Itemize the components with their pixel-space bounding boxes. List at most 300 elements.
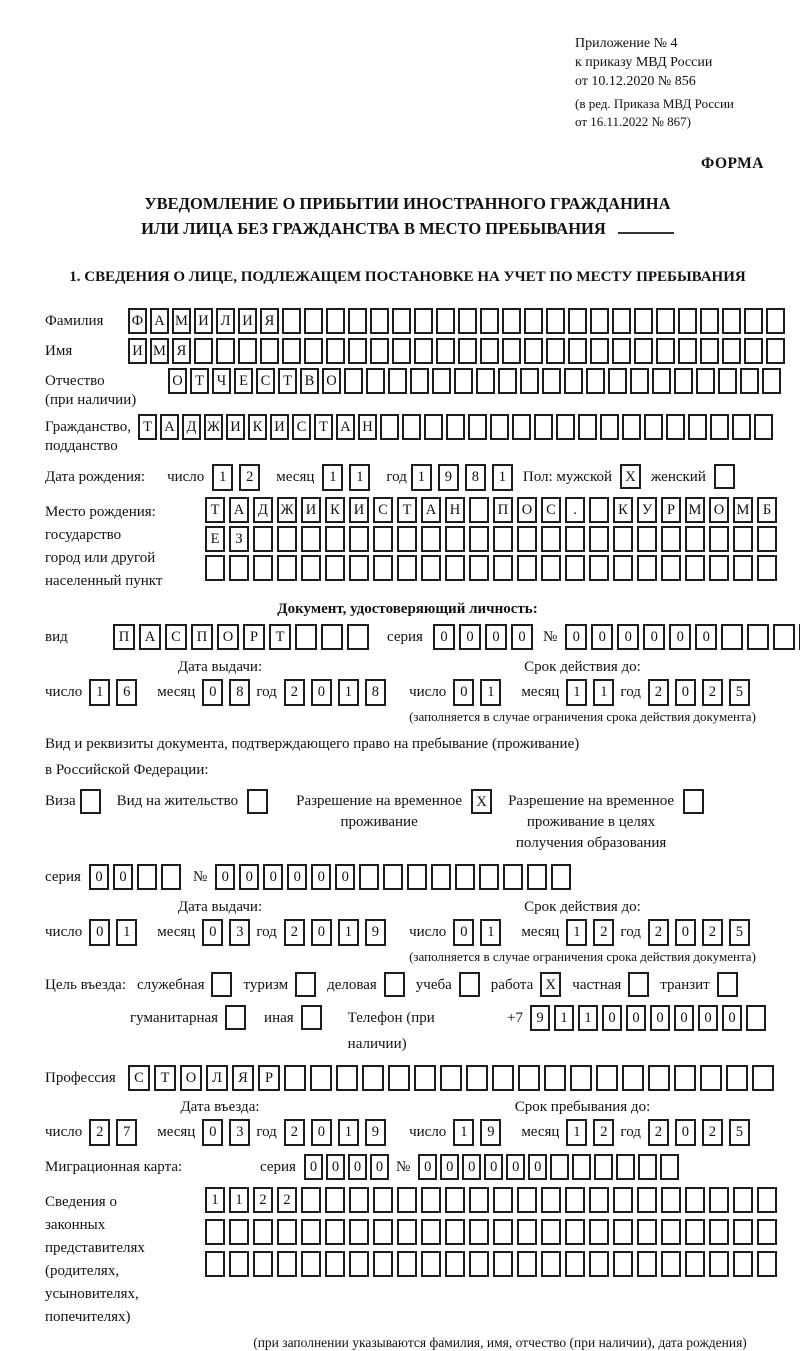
- char-cell[interactable]: 0: [617, 624, 639, 650]
- char-cell[interactable]: [733, 1219, 753, 1245]
- char-cell[interactable]: 5: [729, 679, 750, 706]
- char-cell[interactable]: 1: [566, 1119, 587, 1146]
- char-cell[interactable]: 8: [365, 679, 386, 706]
- char-cell[interactable]: 2: [702, 679, 723, 706]
- char-cell[interactable]: [608, 368, 627, 394]
- char-cell[interactable]: [700, 338, 719, 364]
- char-cell[interactable]: М: [685, 497, 705, 523]
- char-cell[interactable]: [527, 864, 547, 890]
- char-cell[interactable]: 1: [229, 1187, 249, 1213]
- char-cell[interactable]: [469, 1187, 489, 1213]
- char-cell[interactable]: 0: [453, 679, 474, 706]
- char-cell[interactable]: [546, 338, 565, 364]
- char-cell[interactable]: [568, 338, 587, 364]
- char-cell[interactable]: [310, 1065, 332, 1091]
- char-cell[interactable]: 2: [253, 1187, 273, 1213]
- char-cell[interactable]: [383, 864, 403, 890]
- char-cell[interactable]: [325, 1187, 345, 1213]
- char-cell[interactable]: 2: [593, 1119, 614, 1146]
- char-cell[interactable]: [476, 368, 495, 394]
- char-cell[interactable]: 0: [528, 1154, 547, 1180]
- char-cell[interactable]: [517, 1219, 537, 1245]
- char-cell[interactable]: [564, 368, 583, 394]
- char-cell[interactable]: [469, 497, 489, 523]
- char-cell[interactable]: [304, 308, 323, 334]
- char-cell[interactable]: [722, 308, 741, 334]
- char-cell[interactable]: 0: [591, 624, 613, 650]
- char-cell[interactable]: 1: [554, 1005, 574, 1031]
- char-cell[interactable]: 1: [593, 679, 614, 706]
- char-cell[interactable]: [661, 1187, 681, 1213]
- checkbox-cell[interactable]: [384, 972, 405, 997]
- char-cell[interactable]: С: [292, 414, 311, 440]
- char-cell[interactable]: [445, 1251, 465, 1277]
- char-cell[interactable]: [518, 1065, 540, 1091]
- char-cell[interactable]: [766, 308, 785, 334]
- char-cell[interactable]: [634, 338, 653, 364]
- char-cell[interactable]: [325, 1219, 345, 1245]
- char-cell[interactable]: С: [165, 624, 187, 650]
- char-cell[interactable]: [550, 1154, 569, 1180]
- char-cell[interactable]: 0: [674, 1005, 694, 1031]
- char-cell[interactable]: [726, 1065, 748, 1091]
- char-cell[interactable]: [445, 555, 465, 581]
- char-cell[interactable]: 0: [348, 1154, 367, 1180]
- char-cell[interactable]: Т: [205, 497, 225, 523]
- char-cell[interactable]: [616, 1154, 635, 1180]
- char-cell[interactable]: [205, 1219, 225, 1245]
- char-cell[interactable]: [766, 338, 785, 364]
- char-cell[interactable]: М: [150, 338, 169, 364]
- char-cell[interactable]: [414, 1065, 436, 1091]
- char-cell[interactable]: [524, 338, 543, 364]
- char-cell[interactable]: [349, 526, 369, 552]
- char-cell[interactable]: [544, 1065, 566, 1091]
- char-cell[interactable]: [466, 1065, 488, 1091]
- char-cell[interactable]: 1: [578, 1005, 598, 1031]
- char-cell[interactable]: [688, 414, 707, 440]
- char-cell[interactable]: [652, 368, 671, 394]
- char-cell[interactable]: Т: [314, 414, 333, 440]
- char-cell[interactable]: [326, 308, 345, 334]
- checkbox-cell[interactable]: X: [540, 972, 561, 997]
- char-cell[interactable]: [407, 864, 427, 890]
- char-cell[interactable]: С: [373, 497, 393, 523]
- char-cell[interactable]: 0: [485, 624, 507, 650]
- char-cell[interactable]: [600, 414, 619, 440]
- char-cell[interactable]: 0: [202, 1119, 223, 1146]
- char-cell[interactable]: З: [229, 526, 249, 552]
- char-cell[interactable]: [613, 1251, 633, 1277]
- char-cell[interactable]: 2: [284, 679, 305, 706]
- char-cell[interactable]: [362, 1065, 384, 1091]
- char-cell[interactable]: 1: [349, 464, 370, 491]
- char-cell[interactable]: 9: [438, 464, 459, 491]
- char-cell[interactable]: [229, 555, 249, 581]
- char-cell[interactable]: 3: [229, 1119, 250, 1146]
- char-cell[interactable]: [469, 526, 489, 552]
- checkbox-cell[interactable]: [301, 1005, 322, 1030]
- char-cell[interactable]: [644, 414, 663, 440]
- char-cell[interactable]: [721, 624, 743, 650]
- char-cell[interactable]: 0: [459, 624, 481, 650]
- char-cell[interactable]: [260, 338, 279, 364]
- char-cell[interactable]: 6: [116, 679, 137, 706]
- char-cell[interactable]: 0: [722, 1005, 742, 1031]
- char-cell[interactable]: [301, 1187, 321, 1213]
- char-cell[interactable]: [421, 526, 441, 552]
- char-cell[interactable]: К: [325, 497, 345, 523]
- char-cell[interactable]: 0: [453, 919, 474, 946]
- char-cell[interactable]: [612, 338, 631, 364]
- char-cell[interactable]: 2: [702, 1119, 723, 1146]
- char-cell[interactable]: [397, 555, 417, 581]
- char-cell[interactable]: [392, 308, 411, 334]
- char-cell[interactable]: [596, 1065, 618, 1091]
- char-cell[interactable]: [709, 1187, 729, 1213]
- char-cell[interactable]: [757, 526, 777, 552]
- char-cell[interactable]: [253, 555, 273, 581]
- char-cell[interactable]: [455, 864, 475, 890]
- char-cell[interactable]: [502, 338, 521, 364]
- char-cell[interactable]: [366, 368, 385, 394]
- char-cell[interactable]: [589, 1219, 609, 1245]
- char-cell[interactable]: [565, 1187, 585, 1213]
- char-cell[interactable]: [458, 308, 477, 334]
- char-cell[interactable]: [359, 864, 379, 890]
- char-cell[interactable]: [733, 1251, 753, 1277]
- char-cell[interactable]: .: [565, 497, 585, 523]
- char-cell[interactable]: [568, 308, 587, 334]
- char-cell[interactable]: 1: [338, 1119, 359, 1146]
- char-cell[interactable]: [572, 1154, 591, 1180]
- char-cell[interactable]: [709, 526, 729, 552]
- char-cell[interactable]: [493, 1219, 513, 1245]
- char-cell[interactable]: [637, 1187, 657, 1213]
- char-cell[interactable]: [373, 1219, 393, 1245]
- char-cell[interactable]: [622, 414, 641, 440]
- char-cell[interactable]: [349, 1219, 369, 1245]
- char-cell[interactable]: 1: [453, 1119, 474, 1146]
- char-cell[interactable]: 0: [89, 919, 110, 946]
- char-cell[interactable]: [373, 526, 393, 552]
- char-cell[interactable]: Я: [232, 1065, 254, 1091]
- checkbox-cell[interactable]: [211, 972, 232, 997]
- char-cell[interactable]: 2: [593, 919, 614, 946]
- char-cell[interactable]: 9: [530, 1005, 550, 1031]
- char-cell[interactable]: П: [493, 497, 513, 523]
- char-cell[interactable]: И: [301, 497, 321, 523]
- char-cell[interactable]: [637, 1251, 657, 1277]
- char-cell[interactable]: [325, 526, 345, 552]
- char-cell[interactable]: 0: [335, 864, 355, 890]
- char-cell[interactable]: Т: [138, 414, 157, 440]
- char-cell[interactable]: 1: [338, 679, 359, 706]
- char-cell[interactable]: 0: [89, 864, 109, 890]
- char-cell[interactable]: О: [217, 624, 239, 650]
- char-cell[interactable]: [414, 338, 433, 364]
- char-cell[interactable]: [392, 338, 411, 364]
- char-cell[interactable]: [421, 555, 441, 581]
- char-cell[interactable]: 1: [338, 919, 359, 946]
- char-cell[interactable]: [397, 1219, 417, 1245]
- char-cell[interactable]: [348, 338, 367, 364]
- char-cell[interactable]: [551, 864, 571, 890]
- char-cell[interactable]: 2: [702, 919, 723, 946]
- char-cell[interactable]: 0: [263, 864, 283, 890]
- char-cell[interactable]: [397, 526, 417, 552]
- char-cell[interactable]: Т: [397, 497, 417, 523]
- char-cell[interactable]: [325, 1251, 345, 1277]
- char-cell[interactable]: Д: [182, 414, 201, 440]
- char-cell[interactable]: [661, 1219, 681, 1245]
- char-cell[interactable]: [762, 368, 781, 394]
- char-cell[interactable]: 0: [675, 919, 696, 946]
- char-cell[interactable]: [431, 864, 451, 890]
- char-cell[interactable]: [590, 338, 609, 364]
- char-cell[interactable]: Ф: [128, 308, 147, 334]
- char-cell[interactable]: 2: [89, 1119, 110, 1146]
- char-cell[interactable]: И: [270, 414, 289, 440]
- char-cell[interactable]: [746, 1005, 766, 1031]
- checkbox-cell[interactable]: [80, 789, 101, 814]
- char-cell[interactable]: [397, 1251, 417, 1277]
- char-cell[interactable]: [541, 1187, 561, 1213]
- char-cell[interactable]: А: [139, 624, 161, 650]
- char-cell[interactable]: [678, 338, 697, 364]
- char-cell[interactable]: [295, 624, 317, 650]
- char-cell[interactable]: [685, 1219, 705, 1245]
- char-cell[interactable]: Н: [358, 414, 377, 440]
- char-cell[interactable]: 2: [648, 679, 669, 706]
- char-cell[interactable]: [421, 1251, 441, 1277]
- char-cell[interactable]: [432, 368, 451, 394]
- char-cell[interactable]: [517, 555, 537, 581]
- char-cell[interactable]: А: [336, 414, 355, 440]
- char-cell[interactable]: [634, 308, 653, 334]
- char-cell[interactable]: [637, 555, 657, 581]
- char-cell[interactable]: 0: [506, 1154, 525, 1180]
- char-cell[interactable]: 0: [311, 1119, 332, 1146]
- char-cell[interactable]: [757, 1251, 777, 1277]
- char-cell[interactable]: [277, 1251, 297, 1277]
- char-cell[interactable]: 0: [698, 1005, 718, 1031]
- char-cell[interactable]: [445, 526, 465, 552]
- char-cell[interactable]: [253, 1251, 273, 1277]
- char-cell[interactable]: 8: [229, 679, 250, 706]
- char-cell[interactable]: 2: [284, 1119, 305, 1146]
- char-cell[interactable]: Я: [172, 338, 191, 364]
- char-cell[interactable]: 1: [480, 919, 501, 946]
- char-cell[interactable]: Л: [216, 308, 235, 334]
- char-cell[interactable]: 0: [675, 679, 696, 706]
- checkbox-cell[interactable]: X: [471, 789, 492, 814]
- char-cell[interactable]: [421, 1219, 441, 1245]
- char-cell[interactable]: С: [541, 497, 561, 523]
- char-cell[interactable]: 1: [411, 464, 432, 491]
- char-cell[interactable]: Е: [234, 368, 253, 394]
- char-cell[interactable]: [709, 555, 729, 581]
- char-cell[interactable]: [678, 308, 697, 334]
- char-cell[interactable]: [446, 414, 465, 440]
- char-cell[interactable]: [493, 1187, 513, 1213]
- char-cell[interactable]: 2: [277, 1187, 297, 1213]
- char-cell[interactable]: [613, 526, 633, 552]
- char-cell[interactable]: С: [128, 1065, 150, 1091]
- char-cell[interactable]: [348, 308, 367, 334]
- char-cell[interactable]: 0: [695, 624, 717, 650]
- char-cell[interactable]: М: [733, 497, 753, 523]
- char-cell[interactable]: [752, 1065, 774, 1091]
- checkbox-cell[interactable]: [295, 972, 316, 997]
- char-cell[interactable]: [238, 338, 257, 364]
- char-cell[interactable]: [589, 497, 609, 523]
- char-cell[interactable]: [541, 555, 561, 581]
- char-cell[interactable]: [469, 555, 489, 581]
- char-cell[interactable]: [282, 308, 301, 334]
- char-cell[interactable]: О: [322, 368, 341, 394]
- char-cell[interactable]: [480, 308, 499, 334]
- char-cell[interactable]: [277, 1219, 297, 1245]
- char-cell[interactable]: 9: [365, 1119, 386, 1146]
- char-cell[interactable]: 0: [311, 864, 331, 890]
- char-cell[interactable]: 0: [202, 679, 223, 706]
- char-cell[interactable]: О: [517, 497, 537, 523]
- char-cell[interactable]: 1: [566, 919, 587, 946]
- char-cell[interactable]: 0: [650, 1005, 670, 1031]
- char-cell[interactable]: [194, 338, 213, 364]
- char-cell[interactable]: [490, 414, 509, 440]
- char-cell[interactable]: 0: [304, 1154, 323, 1180]
- char-cell[interactable]: 2: [648, 1119, 669, 1146]
- char-cell[interactable]: 0: [239, 864, 259, 890]
- char-cell[interactable]: [696, 368, 715, 394]
- char-cell[interactable]: 0: [511, 624, 533, 650]
- char-cell[interactable]: [517, 1251, 537, 1277]
- checkbox-cell[interactable]: [628, 972, 649, 997]
- char-cell[interactable]: [757, 1187, 777, 1213]
- char-cell[interactable]: И: [194, 308, 213, 334]
- checkbox-cell[interactable]: [717, 972, 738, 997]
- char-cell[interactable]: К: [613, 497, 633, 523]
- char-cell[interactable]: [565, 1219, 585, 1245]
- char-cell[interactable]: А: [150, 308, 169, 334]
- char-cell[interactable]: 0: [326, 1154, 345, 1180]
- char-cell[interactable]: И: [238, 308, 257, 334]
- char-cell[interactable]: И: [226, 414, 245, 440]
- checkbox-cell[interactable]: [459, 972, 480, 997]
- char-cell[interactable]: [326, 338, 345, 364]
- char-cell[interactable]: [747, 624, 769, 650]
- char-cell[interactable]: [277, 555, 297, 581]
- char-cell[interactable]: Р: [258, 1065, 280, 1091]
- char-cell[interactable]: [517, 526, 537, 552]
- char-cell[interactable]: [722, 338, 741, 364]
- char-cell[interactable]: 2: [648, 919, 669, 946]
- char-cell[interactable]: 0: [311, 919, 332, 946]
- char-cell[interactable]: [656, 308, 675, 334]
- char-cell[interactable]: [469, 1251, 489, 1277]
- char-cell[interactable]: 1: [212, 464, 233, 491]
- char-cell[interactable]: [325, 555, 345, 581]
- char-cell[interactable]: Ж: [204, 414, 223, 440]
- char-cell[interactable]: [161, 864, 181, 890]
- char-cell[interactable]: [773, 624, 795, 650]
- checkbox-cell[interactable]: [247, 789, 268, 814]
- char-cell[interactable]: 1: [89, 679, 110, 706]
- char-cell[interactable]: [388, 1065, 410, 1091]
- char-cell[interactable]: 0: [311, 679, 332, 706]
- char-cell[interactable]: 0: [433, 624, 455, 650]
- char-cell[interactable]: [304, 338, 323, 364]
- char-cell[interactable]: 9: [480, 1119, 501, 1146]
- char-cell[interactable]: [282, 338, 301, 364]
- char-cell[interactable]: [402, 414, 421, 440]
- char-cell[interactable]: [301, 1251, 321, 1277]
- char-cell[interactable]: Т: [278, 368, 297, 394]
- char-cell[interactable]: [565, 1251, 585, 1277]
- char-cell[interactable]: [373, 1187, 393, 1213]
- char-cell[interactable]: 0: [202, 919, 223, 946]
- char-cell[interactable]: [205, 555, 225, 581]
- char-cell[interactable]: [685, 1187, 705, 1213]
- char-cell[interactable]: 0: [675, 1119, 696, 1146]
- char-cell[interactable]: 0: [565, 624, 587, 650]
- char-cell[interactable]: [493, 526, 513, 552]
- char-cell[interactable]: [349, 1251, 369, 1277]
- char-cell[interactable]: [373, 555, 393, 581]
- char-cell[interactable]: [700, 308, 719, 334]
- char-cell[interactable]: Ж: [277, 497, 297, 523]
- char-cell[interactable]: [301, 1219, 321, 1245]
- char-cell[interactable]: [541, 1219, 561, 1245]
- char-cell[interactable]: 7: [116, 1119, 137, 1146]
- char-cell[interactable]: 0: [418, 1154, 437, 1180]
- char-cell[interactable]: [284, 1065, 306, 1091]
- char-cell[interactable]: [344, 368, 363, 394]
- char-cell[interactable]: [757, 1219, 777, 1245]
- char-cell[interactable]: [613, 555, 633, 581]
- char-cell[interactable]: О: [709, 497, 729, 523]
- char-cell[interactable]: [685, 555, 705, 581]
- char-cell[interactable]: [373, 1251, 393, 1277]
- char-cell[interactable]: 3: [229, 919, 250, 946]
- char-cell[interactable]: С: [256, 368, 275, 394]
- char-cell[interactable]: [674, 368, 693, 394]
- char-cell[interactable]: [301, 526, 321, 552]
- char-cell[interactable]: [492, 1065, 514, 1091]
- char-cell[interactable]: [586, 368, 605, 394]
- char-cell[interactable]: 0: [113, 864, 133, 890]
- char-cell[interactable]: В: [300, 368, 319, 394]
- char-cell[interactable]: [757, 555, 777, 581]
- char-cell[interactable]: [630, 368, 649, 394]
- char-cell[interactable]: [321, 624, 343, 650]
- char-cell[interactable]: [637, 1219, 657, 1245]
- char-cell[interactable]: 0: [602, 1005, 622, 1031]
- char-cell[interactable]: [541, 1251, 561, 1277]
- char-cell[interactable]: [546, 308, 565, 334]
- char-cell[interactable]: [570, 1065, 592, 1091]
- char-cell[interactable]: [336, 1065, 358, 1091]
- char-cell[interactable]: 0: [669, 624, 691, 650]
- char-cell[interactable]: [137, 864, 157, 890]
- char-cell[interactable]: Б: [757, 497, 777, 523]
- char-cell[interactable]: [656, 338, 675, 364]
- char-cell[interactable]: [709, 1219, 729, 1245]
- char-cell[interactable]: [613, 1219, 633, 1245]
- char-cell[interactable]: [349, 1187, 369, 1213]
